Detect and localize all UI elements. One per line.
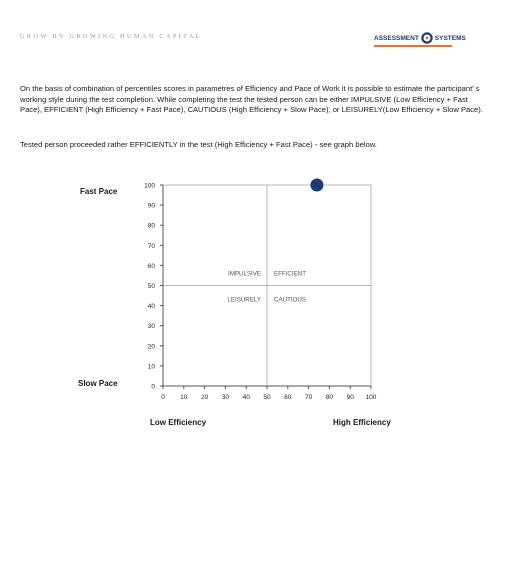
x-tick-label: 30: [221, 394, 230, 401]
y-tick-label: 40: [147, 303, 155, 311]
y-high-label: Fast Pace: [80, 187, 118, 196]
logo-text-left: ASSESSMENT: [374, 34, 419, 42]
quadrant-label-efficient: EFFICIENT: [274, 270, 306, 278]
y-tick-label: 100: [144, 182, 155, 190]
company-tagline: GROW BY GROWING HUMAN CAPITAL: [20, 33, 202, 40]
plot-frame: [163, 185, 371, 386]
y-low-label: Slow Pace: [78, 379, 118, 388]
x-tick-label: 50: [263, 394, 271, 401]
x-tick-label: 80: [325, 394, 334, 401]
x-high-label: High Efficiency: [333, 418, 391, 427]
logo-text-right: SYSTEMS: [434, 34, 466, 42]
intro-paragraph: On the basis of combination of percentiles scores in parametres of Efficiency and Pace of Work it is possible to estimate the participant' s working style during the test completion. While completing the test the tested person can be either IMPULSIVE (Low Efficiency + Fast Pace), EFFICIENT (High Efficiency + Fast Pace), CAUTIOUS (High Efficiency + Slow Pace), or LEISURELY(Low Efficiency + Slow Pace).: [20, 84, 483, 115]
x-tick-label: 70: [304, 394, 313, 401]
x-tick-label: 0: [161, 394, 165, 401]
result-paragraph: Tested person proceeded rather EFFICIENTLY in the test (High Efficiency + Fast Pace) - see graph below.: [20, 140, 377, 149]
y-tick-label: 80: [147, 222, 155, 230]
x-tick-label: 90: [346, 394, 354, 401]
y-tick-label: 60: [147, 262, 155, 270]
y-tick-label: 10: [147, 363, 155, 371]
logo-underline: [374, 45, 452, 47]
quadrant-label-leisurely: LEISURELY: [227, 296, 261, 304]
data-point: [310, 179, 323, 192]
quadrant-label-cautious: CAUTIOUS: [274, 296, 306, 304]
y-tick-label: 30: [147, 323, 155, 331]
ring-logo-icon: [421, 32, 433, 44]
quadrant-label-impulsive: IMPULSIVE: [227, 270, 261, 278]
x-tick-label: 20: [200, 394, 209, 401]
y-tick-label: 0: [151, 383, 155, 391]
company-logo: [374, 32, 466, 44]
y-tick-label: 20: [147, 343, 155, 351]
y-tick-label: 70: [147, 242, 155, 250]
x-tick-label: 100: [365, 394, 377, 401]
y-tick-label: 90: [147, 202, 155, 210]
y-tick-label: 50: [147, 283, 155, 290]
x-tick-label: 60: [284, 394, 292, 401]
x-tick-label: 10: [180, 394, 188, 401]
x-tick-label: 40: [242, 394, 250, 401]
x-low-label: Low Efficiency: [150, 418, 207, 427]
